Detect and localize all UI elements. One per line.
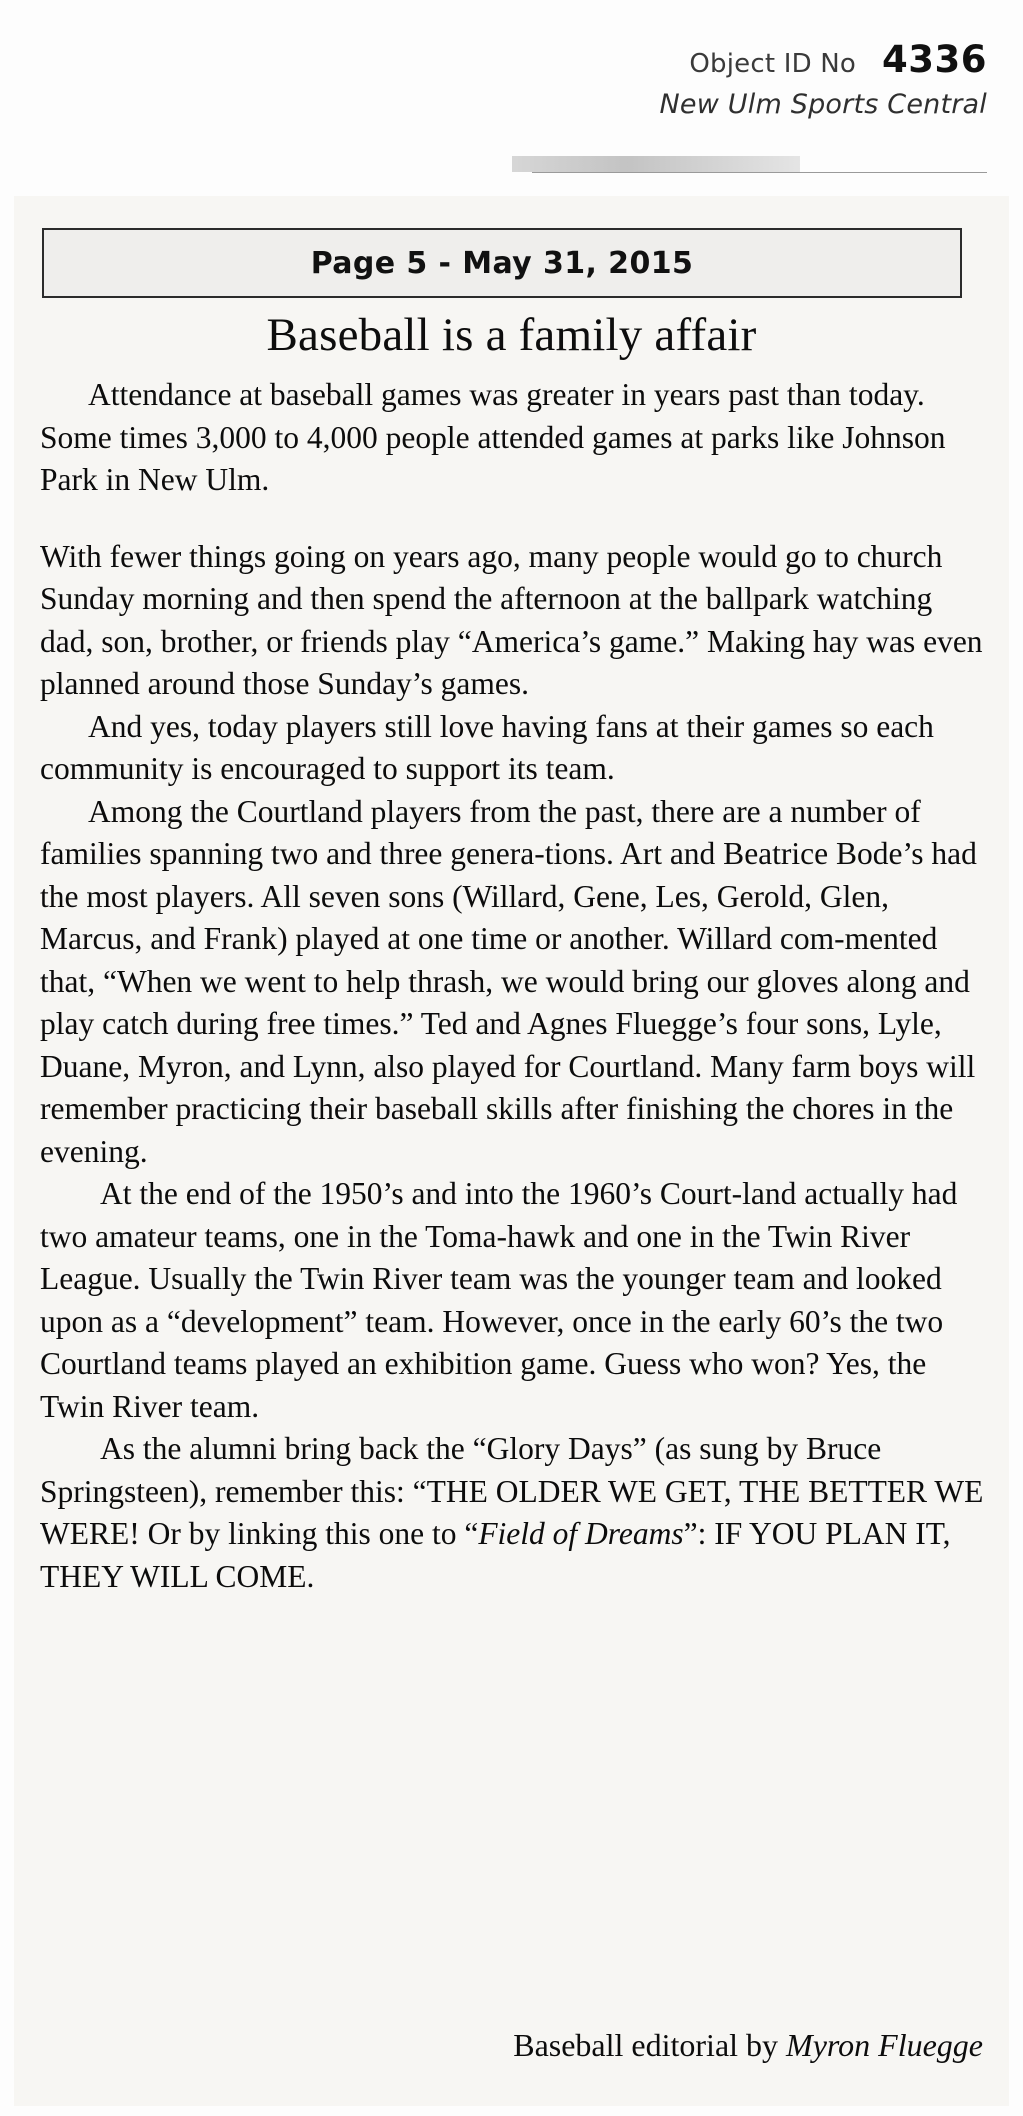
paragraph-1: Attendance at baseball games was greater in years past than today. Some times 3,000 to 4,000 people attended games at parks like Johnson Park in New Ulm. xyxy=(40,377,946,497)
page-date-text: Page 5 - May 31, 2015 xyxy=(310,245,694,281)
header-divider xyxy=(532,172,987,173)
object-id-label: Object ID No xyxy=(689,49,857,79)
paragraph-4: Among the Courtland players from the past, there are a number of families spanning two and three genera-tions. Art and Beatrice Bode’s had the most players. All seven sons (Willard, Gene, Les, Gerold, Glen, Marcus, and Frank) played at one time or another. Willard com-mented that, “When we went to help thrash, we would bring our gloves along and play catch during free times.” Ted and Agnes Fluegge’s four sons, Lyle, Duane, Myron, and Lynn, also played for Courtland. Many farm boys will remember practicing their baseball skills after finishing the chores in the evening. xyxy=(40,793,977,1169)
page-date-bar xyxy=(42,228,962,298)
object-id-value: 4336 xyxy=(882,38,987,81)
paragraph-spacer xyxy=(40,502,984,536)
paragraph-3: And yes, today players still love having fans at their games so each community is encouraged to support its team. xyxy=(40,708,934,786)
collection-name: New Ulm Sports Central xyxy=(659,89,987,120)
article-byline xyxy=(40,2027,983,2064)
paragraph-6-suffix: ”: IF YOU PLAN IT, THEY WILL COME. xyxy=(40,1516,951,1594)
paragraph-6 xyxy=(40,1428,984,1598)
object-id-row xyxy=(427,38,987,81)
byline-author: Myron Fluegge xyxy=(786,2027,983,2063)
catalog-header xyxy=(427,38,987,120)
paragraph-6-prefix: As the alumni bring back the “Glory Days” (as sung by Bruce Springsteen), remember this: “THE OLDER WE GET, THE BETTER WE WERE! Or by linking this one to “ xyxy=(40,1431,984,1551)
article-body xyxy=(40,374,984,1598)
paragraph-6-italic-title: Field of Dreams xyxy=(478,1516,684,1551)
paragraph-5: At the end of the 1950’s and into the 1960’s Court-land actually had two amateur teams, one in the Toma-hawk and one in the Twin River League. Usually the Twin River team was the younger team and looked upon as a “development” team. However, once in the early 60’s the two Courtland teams played an exhibition game. Guess who won? Yes, the Twin River team. xyxy=(40,1176,958,1424)
article-headline: Baseball is a family affair xyxy=(266,309,757,361)
header-smudge xyxy=(512,156,800,172)
newspaper-clipping xyxy=(14,196,1009,2106)
paragraph-2: With fewer things going on years ago, many people would go to church Sunday morning and then spend the afternoon at the ballpark watching dad, son, brother, or friends play “America’s game.” Making hay was even planned around those Sunday’s games. xyxy=(40,538,983,701)
byline-prefix: Baseball editorial by xyxy=(513,2027,787,2063)
